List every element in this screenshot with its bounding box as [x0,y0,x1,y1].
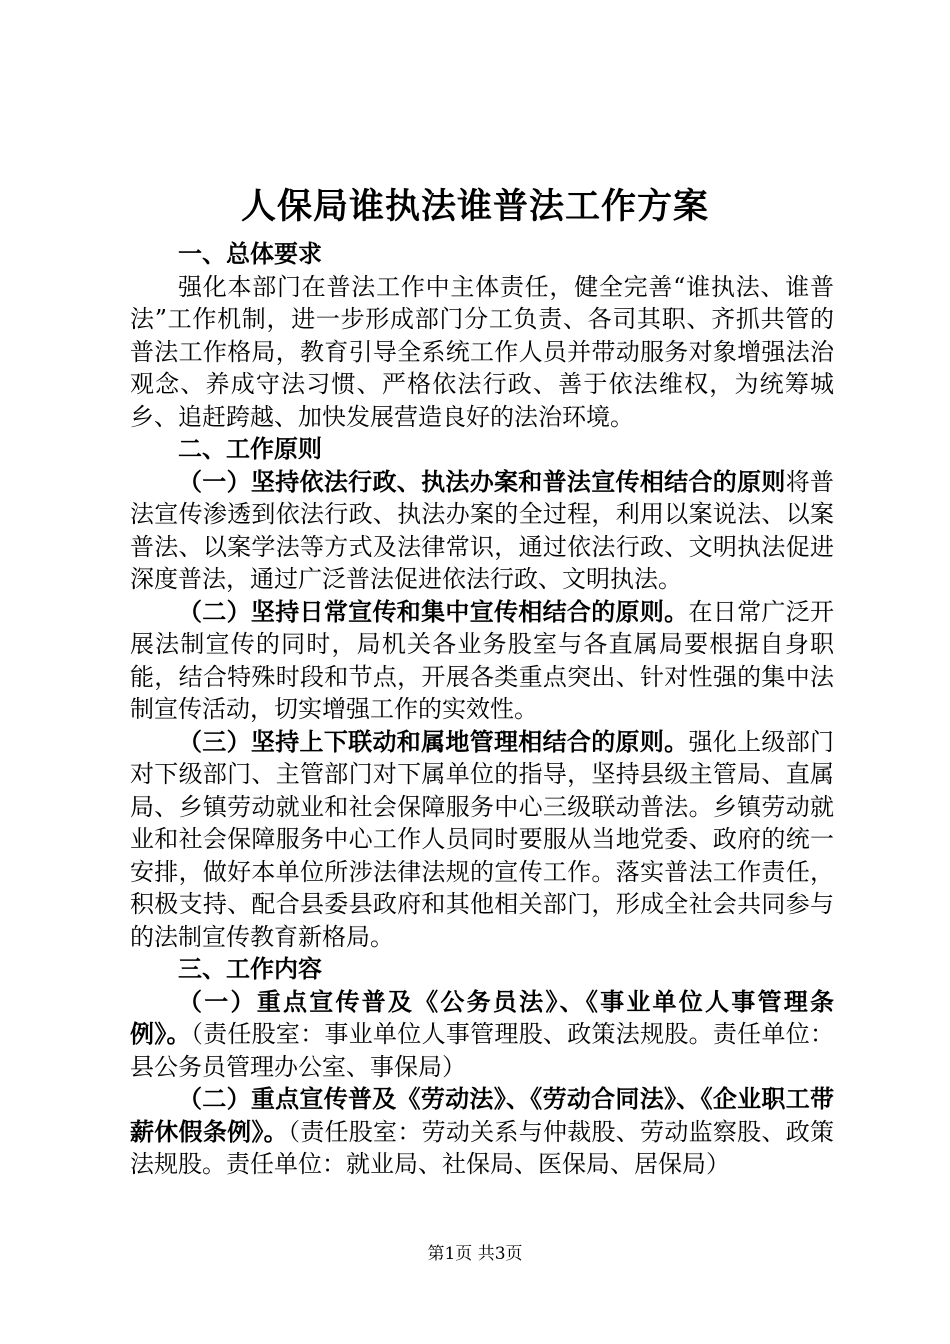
paragraph-principle-2 [130,596,834,726]
paragraph-content-item-2 [130,1083,834,1181]
principle-1-text: 将普法宣传渗透到依法行政、执法办案的全过程，利用以案说法、以案普法、以案学法等方式及法律常识，通过依法行政、文明执法促进深度普法，通过广泛普法促进依法行政、文明执法。 [130,467,835,593]
page-number-footer: 第1页 共3页 [427,1244,523,1264]
principle-3-heading: （三）坚持上下联动和属地管理相结合的原则。 [178,727,689,756]
section-heading-work-principles: 二、工作原则 [178,435,322,463]
content-item-1-heading: （一）重点宣传普及《公务员法》、《事业单位人事管理条例》。 [130,987,834,1048]
principle-2-heading: （二）坚持日常宣传和集中宣传相结合的原则。 [178,597,689,626]
paragraph-principle-1 [130,466,834,596]
content-item-2-text: （责任股室：劳动关系与仲裁股、劳动监察股、政策法规股。责任单位：就业局、社保局、医保局、居保局） [130,1117,835,1178]
content-item-1-text: （责任股室：事业单位人事管理股、政策法规股。责任单位：县公务员管理办公室、事保局） [130,1020,834,1081]
document-title: 人保局谁执法谁普法工作方案 [240,187,709,227]
paragraph-general-requirements: 强化本部门在普法工作中主体责任，健全完善“谁执法、谁普法”工作机制，进一步形成部门分工负责、各司其职、齐抓共管的普法工作格局，教育引导全系统工作人员并带动服务对象增强法治观念、养成守法习惯、严格依法行政、善于依法维权，为统筹城乡、追赶跨越、加快发展营造良好的法治环境。 [130,272,834,431]
section-heading-general-requirements: 一、总体要求 [178,240,322,268]
principle-1-heading: （一）坚持依法行政、执法办案和普法宣传相结合的原则 [178,467,786,496]
content-item-2-heading: （二）重点宣传普及《劳动法》、《劳动合同法》、《企业职工带薪休假条例》。 [130,1085,834,1146]
paragraph-content-item-1 [130,986,834,1084]
document-body [130,238,834,1181]
principle-3-text: 强化上级部门对下级部门、主管部门对下属单位的指导，坚持县级主管局、直属局、乡镇劳动就业和社会保障服务中心三级联动普法。乡镇劳动就业和社会保障服务中心工作人员同时要服从当地党委、政府的统一安排，做好本单位所涉法律法规的宣传工作。落实普法工作责任，积极支持、配合县委县政府和其他相关部门，形成全社会共同参与的法制宣传教育新格局。 [130,727,835,951]
paragraph-principle-3 [130,726,834,954]
section-heading-work-content: 三、工作内容 [178,955,322,983]
principle-2-text: 在日常广泛开展法制宣传的同时，局机关各业务股室与各直属局要根据自身职能，结合特殊时段和节点，开展各类重点突出、针对性强的集中法制宣传活动，切实增强工作的实效性。 [130,597,835,723]
